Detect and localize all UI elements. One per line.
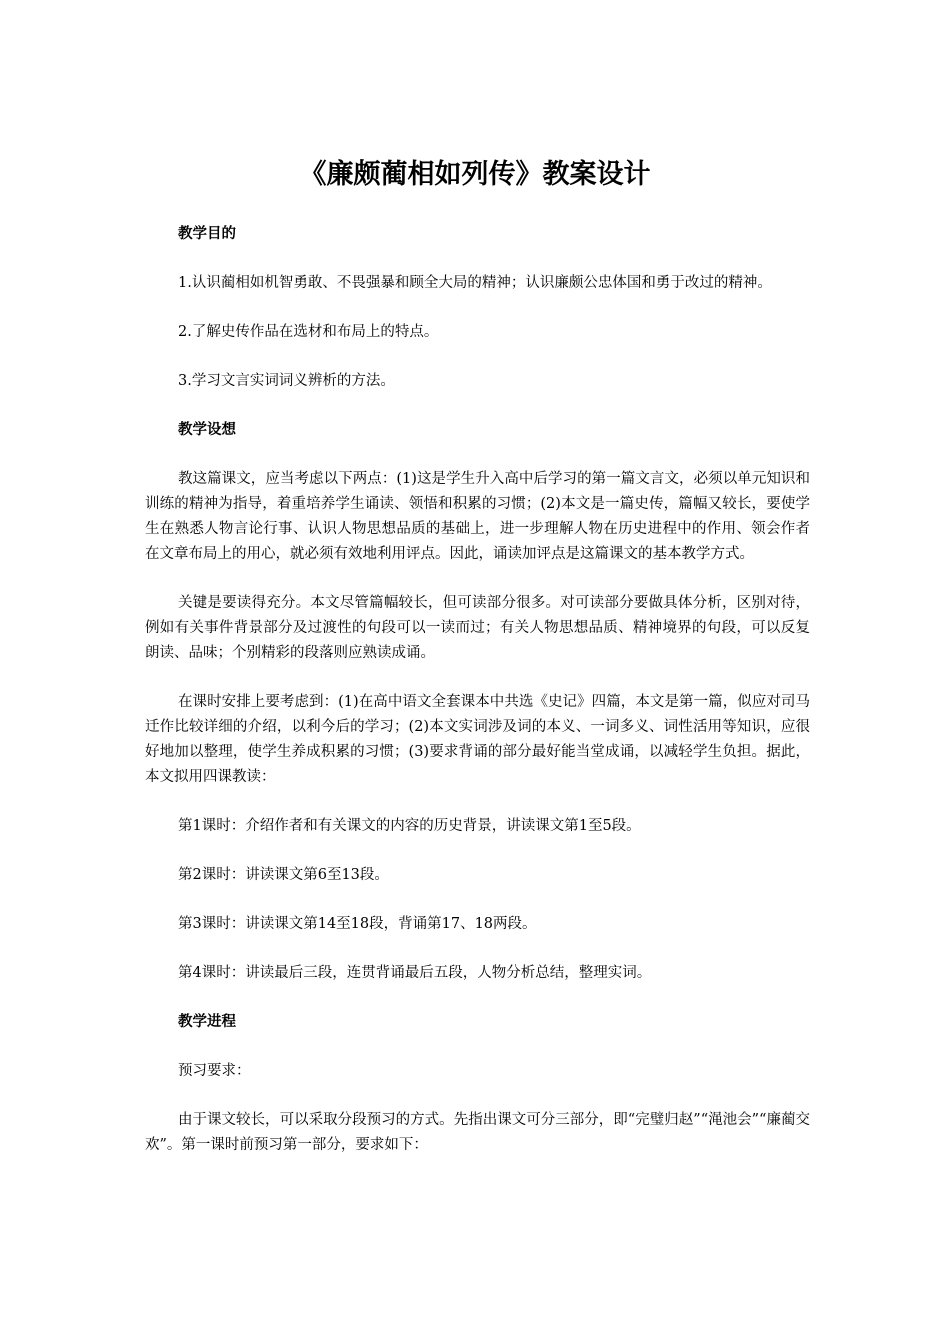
lesson-3-schedule: 第3课时：讲读课文第14至18段，背诵第17、18两段。 — [178, 916, 537, 932]
section-heading-process: 教学进程 — [178, 1014, 236, 1030]
section-heading-ideas: 教学设想 — [178, 422, 236, 438]
section-heading-goals: 教学目的 — [178, 226, 236, 242]
lesson-2-schedule: 第2课时：讲读课文第6至13段。 — [178, 867, 389, 883]
goal-item-1: 1.认识蔺相如机智勇敢、不畏强暴和顾全大局的精神；认识廉颇公忠体国和勇于改过的精神。 — [178, 275, 772, 291]
lesson-1-schedule: 第1课时：介绍作者和有关课文的内容的历史背景，讲读课文第1至5段。 — [178, 818, 641, 834]
goal-item-3: 3.学习文言实词词义辨析的方法。 — [178, 373, 395, 389]
ideas-paragraph-1: 教这篇课文，应当考虑以下两点：(1)这是学生升入高中后学习的第一篇文言文，必须以单元知识和训练的精神为指导，着重培养学生诵读、领悟和积累的习惯；(2)本文是一篇史传，篇幅又较长，要使学生在熟悉人物言论行事、认识人物思想品质的基础上，进一步理解人物在历史进程中的作用、领会作者在文章布局上的用心，就必须有效地利用评点。因此，诵读加评点是这篇课文的基本教学方式。 — [145, 471, 810, 562]
document-body — [145, 222, 810, 1182]
ideas-paragraph-2: 关键是要读得充分。本文尽管篇幅较长，但可读部分很多。对可读部分要做具体分析，区别对待，例如有关事件背景部分及过渡性的句段可以一读而过；有关人物思想品质、精神境界的句段，可以反复朗读、品味；个别精彩的段落则应熟读成诵。 — [145, 595, 810, 661]
process-paragraph-1: 预习要求： — [178, 1063, 251, 1079]
lesson-4-schedule: 第4课时：讲读最后三段，连贯背诵最后五段，人物分析总结，整理实词。 — [178, 965, 652, 981]
ideas-paragraph-3: 在课时安排上要考虑到：(1)在高中语文全套课本中共选《史记》四篇，本文是第一篇，似应对司马迁作比较详细的介绍，以利今后的学习；(2)本文实词涉及词的本义、一词多义、词性活用等知识，应很好地加以整理，使学生养成积累的习惯；(3)要求背诵的部分最好能当堂成诵，以减轻学生负担。据此，本文拟用四课教读： — [145, 694, 810, 785]
goal-item-2: 2.了解史传作品在选材和布局上的特点。 — [178, 324, 439, 340]
process-paragraph-2: 由于课文较长，可以采取分段预习的方式。先指出课文可分三部分，即“完璧归赵”“渑池会”“廉蔺交欢”。第一课时前预习第一部分，要求如下： — [145, 1112, 810, 1153]
document-title: 《廉颇蔺相如列传》教案设计 — [299, 159, 651, 190]
